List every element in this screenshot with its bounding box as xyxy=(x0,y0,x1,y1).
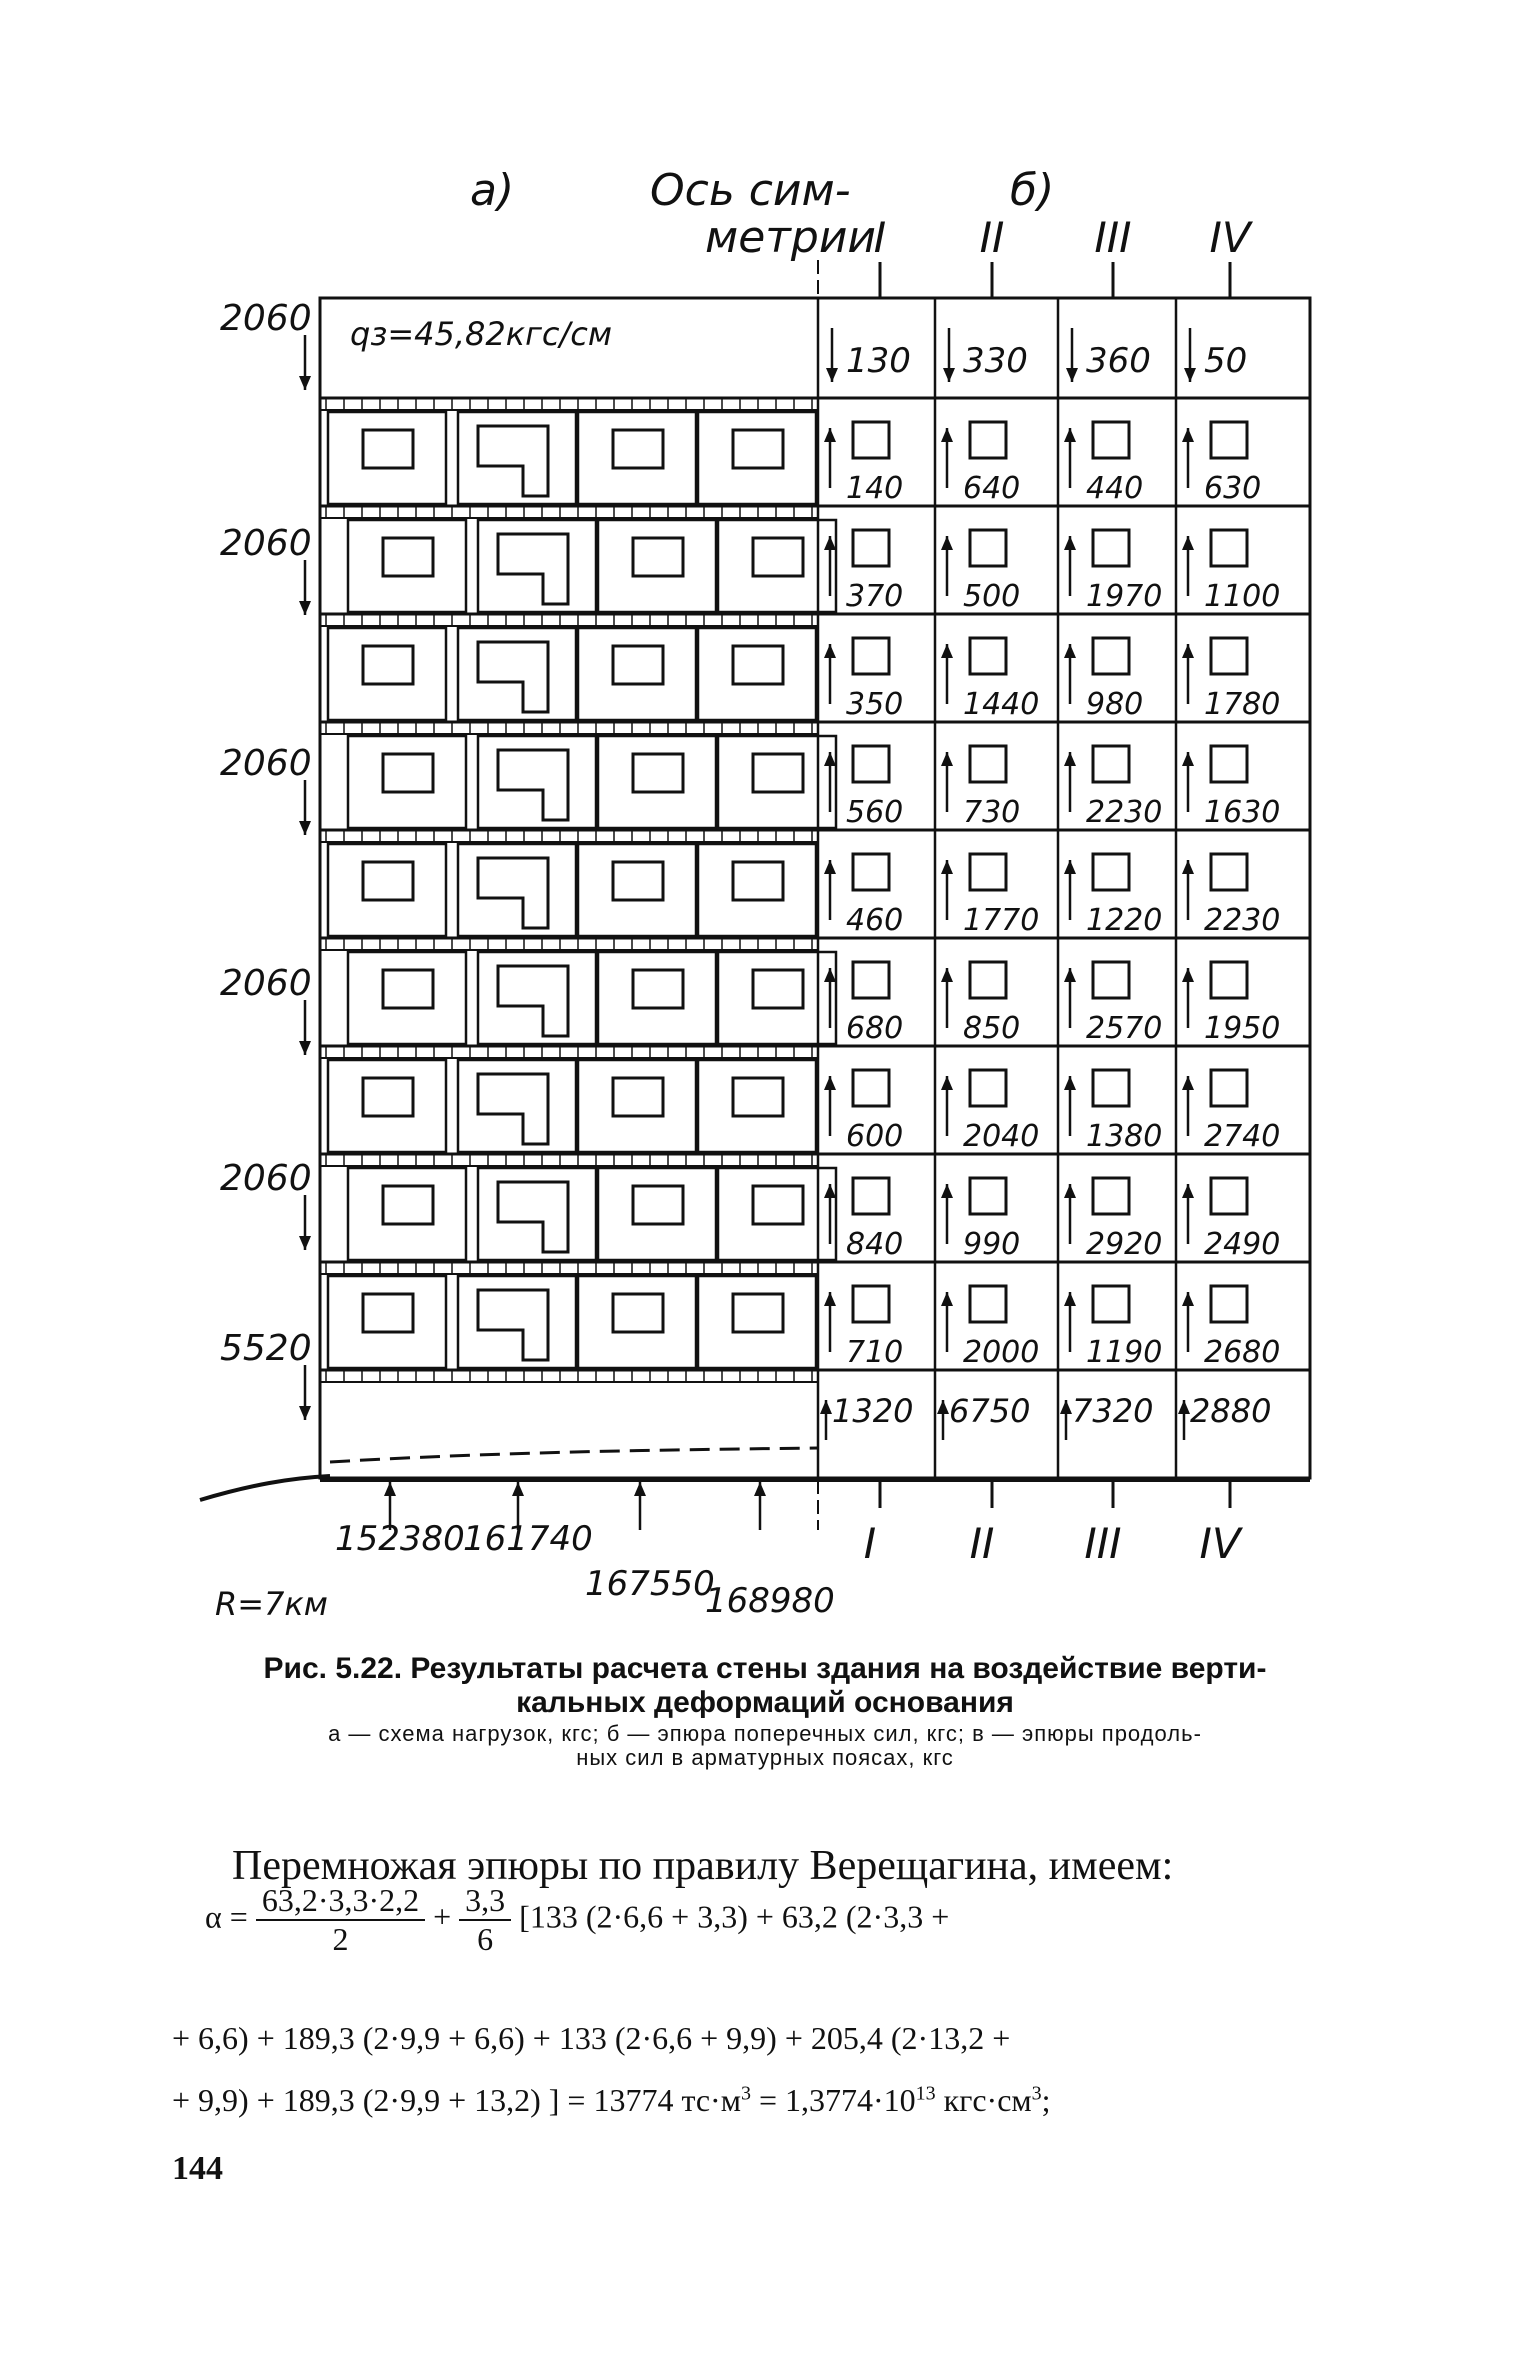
cell-opening xyxy=(970,1286,1006,1322)
door-opening xyxy=(478,858,548,928)
floor-force-arrow-head xyxy=(1064,644,1076,658)
floor-force-arrow-head xyxy=(1064,428,1076,442)
window-opening xyxy=(733,862,783,900)
floor-force-value: 140 xyxy=(846,471,904,506)
floor-force-value: 500 xyxy=(963,579,1021,614)
cell-opening xyxy=(970,1178,1006,1214)
deformation-curve xyxy=(330,1448,818,1462)
reaction-value: 168980 xyxy=(705,1581,835,1621)
wall-panel xyxy=(348,520,466,612)
formula-line3-d: ; xyxy=(1041,2082,1051,2118)
wall-panel xyxy=(578,628,696,720)
left-load-value: 2060 xyxy=(220,298,312,339)
caption-legend-line2: ных сил в арматурных поясах, кгс xyxy=(576,1745,954,1770)
top-shear-arrow-head xyxy=(1184,368,1196,382)
cell-opening xyxy=(853,422,889,458)
door-opening xyxy=(478,1290,548,1360)
section-label-bottom: II xyxy=(969,1519,995,1568)
label-b: б) xyxy=(1010,165,1055,216)
bottom-shear-value: 7320 xyxy=(1072,1392,1154,1430)
fraction-1 xyxy=(256,1882,425,1958)
window-opening xyxy=(753,754,803,792)
door-opening xyxy=(498,966,568,1036)
caption-title-line2: кальных деформаций основания xyxy=(516,1686,1014,1719)
floor-force-value: 2230 xyxy=(1204,903,1281,938)
fraction-1-numerator: 63,2·3,3·2,2 xyxy=(256,1882,425,1921)
reaction-arrow-head xyxy=(512,1482,524,1496)
cell-opening xyxy=(970,962,1006,998)
cell-opening xyxy=(1211,746,1247,782)
formula-sup-3: 3 xyxy=(1031,2082,1042,2105)
cell-opening xyxy=(1093,1070,1129,1106)
axis-title-line1: Ось сим- xyxy=(650,165,851,216)
section-label-bottom: IV xyxy=(1199,1519,1241,1568)
fraction-2 xyxy=(459,1882,511,1958)
window-opening xyxy=(383,970,433,1008)
floor-force-arrow-head xyxy=(1182,644,1194,658)
page-number: 144 xyxy=(172,2150,223,2187)
floor-force-value: 600 xyxy=(846,1119,904,1154)
bottom-shear-arrow-head xyxy=(937,1400,949,1414)
floor-force-value: 840 xyxy=(846,1227,904,1262)
wall-panel xyxy=(578,412,696,504)
cell-opening xyxy=(1211,638,1247,674)
window-opening xyxy=(383,538,433,576)
floor-force-value: 350 xyxy=(846,687,904,722)
floor-force-arrow-head xyxy=(1064,968,1076,982)
floor-force-arrow-head xyxy=(941,1184,953,1198)
plus-sign: + xyxy=(433,1898,452,1935)
floor-force-value: 630 xyxy=(1204,471,1262,506)
alpha-symbol: α = xyxy=(205,1898,248,1935)
bottom-shear-arrow-head xyxy=(1178,1400,1190,1414)
floor-force-arrow-head xyxy=(824,752,836,766)
floor-force-arrow-head xyxy=(824,1076,836,1090)
door-opening xyxy=(498,750,568,820)
window-opening xyxy=(753,1186,803,1224)
wall-panel xyxy=(578,1276,696,1368)
formula-sup-2: 13 xyxy=(915,2082,936,2105)
reaction-arrow-head xyxy=(384,1482,396,1496)
floor-force-value: 990 xyxy=(963,1227,1021,1262)
floor-force-value: 2570 xyxy=(1086,1011,1163,1046)
cell-opening xyxy=(853,854,889,890)
left-load-arrow-head xyxy=(299,601,311,615)
top-shear-value: 330 xyxy=(963,341,1028,381)
floor-force-value: 370 xyxy=(846,579,904,614)
floor-force-value: 1380 xyxy=(1086,1119,1163,1154)
bottom-shear-value: 1320 xyxy=(832,1392,914,1430)
wall-panel xyxy=(598,1168,716,1260)
cell-opening xyxy=(1093,1178,1129,1214)
wall-panel xyxy=(348,1168,466,1260)
floor-force-value: 2230 xyxy=(1086,795,1163,830)
floor-force-arrow-head xyxy=(824,644,836,658)
section-label-top: I xyxy=(873,213,887,262)
window-opening xyxy=(363,1294,413,1332)
top-shear-value: 130 xyxy=(846,341,911,381)
cell-opening xyxy=(970,1070,1006,1106)
floor-force-value: 1770 xyxy=(963,903,1040,938)
axis-title-line2: метрии xyxy=(705,212,877,263)
formula-line2: + 6,6) + 189,3 (2·9,9 + 6,6) + 133 (2·6,6 + 9,9) + 205,4 (2·13,2 + xyxy=(172,2020,1011,2056)
reaction-arrow-head xyxy=(754,1482,766,1496)
window-opening xyxy=(733,1294,783,1332)
cell-opening xyxy=(1093,530,1129,566)
floor-force-value: 2740 xyxy=(1204,1119,1281,1154)
load-label: qз=45,82кгс/см xyxy=(350,315,612,353)
radius-label: R=7км xyxy=(215,1585,328,1623)
reaction-value: 152380 xyxy=(335,1519,465,1559)
formula-line3 xyxy=(172,2082,1051,2119)
window-opening xyxy=(363,430,413,468)
left-load-arrow-head xyxy=(299,376,311,390)
wall-panel xyxy=(598,520,716,612)
cell-opening xyxy=(853,746,889,782)
floor-force-value: 710 xyxy=(846,1335,904,1370)
floor-force-value: 730 xyxy=(963,795,1021,830)
floor-force-arrow-head xyxy=(1182,428,1194,442)
floor-force-arrow-head xyxy=(941,860,953,874)
floor-force-arrow-head xyxy=(1182,968,1194,982)
section-label-top: II xyxy=(979,213,1005,262)
window-opening xyxy=(613,1078,663,1116)
left-load-arrow-head xyxy=(299,821,311,835)
floor-force-arrow-head xyxy=(1182,1292,1194,1306)
wall-panel xyxy=(598,952,716,1044)
floor-force-arrow-head xyxy=(1064,536,1076,550)
floor-force-arrow-head xyxy=(1182,1184,1194,1198)
window-opening xyxy=(383,754,433,792)
floor-force-arrow-head xyxy=(941,1076,953,1090)
formula-line1 xyxy=(205,1882,949,1958)
floor-force-arrow-head xyxy=(1064,860,1076,874)
cell-opening xyxy=(853,638,889,674)
cell-opening xyxy=(1093,1286,1129,1322)
cell-opening xyxy=(970,530,1006,566)
left-load-value: 2060 xyxy=(220,1158,312,1199)
floor-force-arrow-head xyxy=(1064,1184,1076,1198)
floor-force-arrow-head xyxy=(941,536,953,550)
window-opening xyxy=(733,646,783,684)
window-opening xyxy=(633,970,683,1008)
window-opening xyxy=(633,538,683,576)
reaction-arrow-head xyxy=(634,1482,646,1496)
caption-legend-line1: а — схема нагрузок, кгс; б — эпюра поперечных сил, кгс; в — эпюры продоль- xyxy=(328,1721,1202,1746)
window-opening xyxy=(383,1186,433,1224)
window-opening xyxy=(753,970,803,1008)
formula-sup-1: 3 xyxy=(740,2082,751,2105)
ground-curve xyxy=(200,1476,330,1500)
reaction-value: 167550 xyxy=(585,1564,715,1604)
section-label-bottom: III xyxy=(1084,1519,1122,1568)
floor-force-value: 1220 xyxy=(1086,903,1163,938)
bottom-shear-arrow-head xyxy=(1060,1400,1072,1414)
window-opening xyxy=(363,862,413,900)
floor-force-arrow-head xyxy=(824,428,836,442)
door-opening xyxy=(478,426,548,496)
floor-force-value: 1780 xyxy=(1204,687,1281,722)
floor-force-value: 2920 xyxy=(1086,1227,1163,1262)
wall-panel xyxy=(328,844,446,936)
window-opening xyxy=(613,646,663,684)
cell-opening xyxy=(853,1178,889,1214)
figure-caption-title xyxy=(150,1652,1380,1720)
wall-panel xyxy=(598,736,716,828)
fraction-2-numerator: 3,3 xyxy=(459,1882,511,1921)
fraction-2-denominator: 6 xyxy=(477,1921,494,1957)
top-shear-value: 50 xyxy=(1204,341,1248,381)
floor-force-value: 2680 xyxy=(1204,1335,1281,1370)
section-label-bottom: I xyxy=(863,1519,877,1568)
bottom-shear-value: 2880 xyxy=(1190,1392,1272,1430)
wall-panel xyxy=(348,736,466,828)
label-a: а) xyxy=(470,165,515,216)
cell-opening xyxy=(1093,854,1129,890)
window-opening xyxy=(613,430,663,468)
floor-force-arrow-head xyxy=(1064,752,1076,766)
cell-opening xyxy=(1093,746,1129,782)
floor-force-value: 1440 xyxy=(963,687,1040,722)
window-opening xyxy=(733,1078,783,1116)
floor-force-arrow-head xyxy=(824,860,836,874)
cell-opening xyxy=(1211,422,1247,458)
door-opening xyxy=(498,534,568,604)
left-load-arrow-head xyxy=(299,1406,311,1420)
figure-caption-legend xyxy=(150,1722,1380,1770)
cell-opening xyxy=(1211,1286,1247,1322)
cell-opening xyxy=(1211,1070,1247,1106)
cell-opening xyxy=(853,530,889,566)
cell-opening xyxy=(970,638,1006,674)
top-shear-arrow-head xyxy=(1066,368,1078,382)
wall-panel xyxy=(698,1276,816,1368)
cell-opening xyxy=(970,746,1006,782)
wall-panel xyxy=(328,412,446,504)
cell-opening xyxy=(1093,962,1129,998)
floor-force-arrow-head xyxy=(824,1292,836,1306)
window-opening xyxy=(363,646,413,684)
floor-force-value: 1970 xyxy=(1086,579,1163,614)
wall-panel xyxy=(698,844,816,936)
floor-force-value: 1100 xyxy=(1204,579,1281,614)
cell-opening xyxy=(1211,530,1247,566)
door-opening xyxy=(478,1074,548,1144)
reaction-value: 161740 xyxy=(463,1519,593,1559)
caption-title-line1: Рис. 5.22. Результаты расчета стены здания на воздействие верти- xyxy=(263,1652,1267,1685)
floor-force-arrow-head xyxy=(1064,1076,1076,1090)
window-opening xyxy=(613,862,663,900)
left-load-value: 2060 xyxy=(220,743,312,784)
wall-panel xyxy=(348,952,466,1044)
top-shear-arrow-head xyxy=(943,368,955,382)
cell-opening xyxy=(1093,638,1129,674)
floor-force-value: 680 xyxy=(846,1011,904,1046)
cell-opening xyxy=(853,1070,889,1106)
floor-force-arrow-head xyxy=(1182,536,1194,550)
wall-panel xyxy=(698,412,816,504)
floor-force-value: 1190 xyxy=(1086,1335,1163,1370)
cell-opening xyxy=(1211,962,1247,998)
floor-force-arrow-head xyxy=(1182,752,1194,766)
cell-opening xyxy=(853,1286,889,1322)
floor-force-arrow-head xyxy=(824,536,836,550)
window-opening xyxy=(363,1078,413,1116)
floor-force-arrow-head xyxy=(1064,1292,1076,1306)
left-load-value: 2060 xyxy=(220,963,312,1004)
floor-force-arrow-head xyxy=(941,644,953,658)
wall-panel xyxy=(328,1276,446,1368)
window-opening xyxy=(633,1186,683,1224)
floor-force-value: 560 xyxy=(846,795,904,830)
floor-force-arrow-head xyxy=(824,968,836,982)
top-shear-arrow-head xyxy=(826,368,838,382)
bottom-shear-value: 6750 xyxy=(949,1392,1031,1430)
window-opening xyxy=(633,754,683,792)
top-shear-value: 360 xyxy=(1086,341,1151,381)
formula-line1-rest: [133 (2·6,6 + 3,3) + 63,2 (2·3,3 + xyxy=(519,1898,950,1935)
wall-panel xyxy=(328,628,446,720)
cell-opening xyxy=(1211,854,1247,890)
section-label-top: IV xyxy=(1209,213,1251,262)
intro-text: Перемножая эпюры по правилу Верещагина, имеем: xyxy=(232,1843,1174,1889)
bottom-shear-arrow-head xyxy=(820,1400,832,1414)
left-load-arrow-head xyxy=(299,1236,311,1250)
formula-line3-c: кгс·см xyxy=(935,2082,1032,2118)
wall-panel xyxy=(698,1060,816,1152)
cell-opening xyxy=(1211,1178,1247,1214)
cell-opening xyxy=(1093,422,1129,458)
formula-line3-b: = 1,3774·10 xyxy=(750,2082,916,2118)
floor-force-arrow-head xyxy=(824,1184,836,1198)
left-load-arrow-head xyxy=(299,1041,311,1055)
window-opening xyxy=(753,538,803,576)
floor-force-value: 2490 xyxy=(1204,1227,1281,1262)
wall-panel xyxy=(328,1060,446,1152)
floor-force-value: 640 xyxy=(963,471,1021,506)
wall-panel xyxy=(578,1060,696,1152)
floor-force-value: 460 xyxy=(846,903,904,938)
floor-force-value: 980 xyxy=(1086,687,1144,722)
window-opening xyxy=(613,1294,663,1332)
floor-force-value: 1950 xyxy=(1204,1011,1281,1046)
floor-force-arrow-head xyxy=(941,428,953,442)
door-opening xyxy=(478,642,548,712)
floor-force-arrow-head xyxy=(1182,860,1194,874)
cell-opening xyxy=(970,422,1006,458)
left-load-value: 5520 xyxy=(220,1328,312,1369)
wall-panel xyxy=(698,628,816,720)
floor-force-value: 1630 xyxy=(1204,795,1281,830)
wall-panel xyxy=(578,844,696,936)
floor-force-arrow-head xyxy=(941,968,953,982)
fraction-1-denominator: 2 xyxy=(332,1921,349,1957)
floor-force-arrow-head xyxy=(941,1292,953,1306)
floor-force-arrow-head xyxy=(1182,1076,1194,1090)
door-opening xyxy=(498,1182,568,1252)
left-load-value: 2060 xyxy=(220,523,312,564)
floor-force-value: 850 xyxy=(963,1011,1021,1046)
floor-force-value: 440 xyxy=(1086,471,1144,506)
floor-force-value: 2000 xyxy=(963,1335,1040,1370)
formula-line3-a: + 9,9) + 189,3 (2·9,9 + 13,2) ] = 13774 тс·м xyxy=(172,2082,741,2118)
cell-opening xyxy=(970,854,1006,890)
floor-force-value: 2040 xyxy=(963,1119,1040,1154)
cell-opening xyxy=(853,962,889,998)
window-opening xyxy=(733,430,783,468)
section-label-top: III xyxy=(1094,213,1132,262)
floor-force-arrow-head xyxy=(941,752,953,766)
